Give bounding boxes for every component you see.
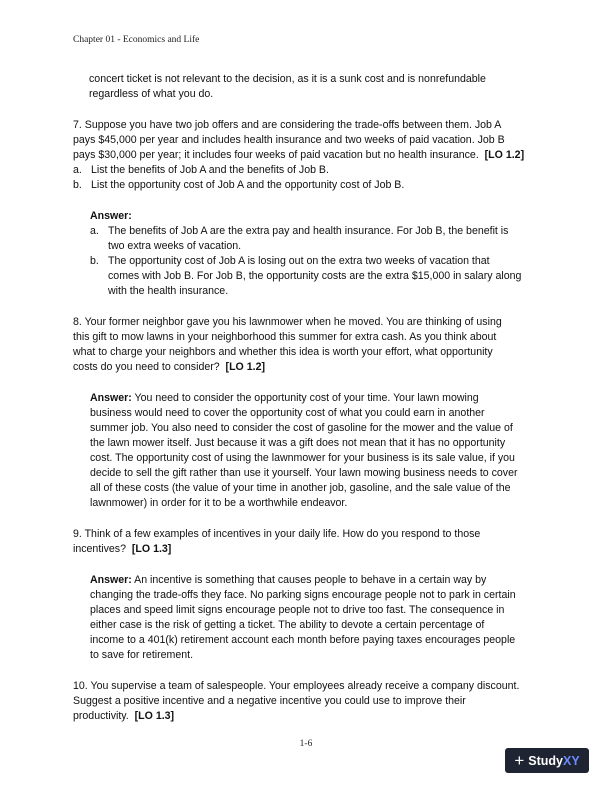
- text-line: two extra weeks of vacation.: [108, 240, 242, 252]
- text-line: pays $30,000 per year; it includes four weeks of paid vacation but no health insurance. [LO 1.2]: [73, 149, 525, 161]
- text-line: to save for retirement.: [90, 649, 194, 661]
- text-line: 7. Suppose you have two job offers and are considering the trade-offs between them. Job A: [73, 119, 502, 131]
- text-line: business would need to cover the opportunity cost of what you could earn in another: [90, 407, 485, 419]
- text-line: places and speed limit signs encourage people not to drive too fast. The consequence in: [90, 604, 505, 616]
- text-line: what to charge your neighbors and whether this idea is worth your effort, what opportunity: [73, 346, 493, 358]
- chapter-header: Chapter 01 - Economics and Life: [73, 35, 200, 45]
- badge-brand-xy: XY: [562, 753, 580, 768]
- answer-block: [90, 209, 547, 299]
- text-line: lawnmower) in order for it to be a worthwhile endeavor.: [90, 497, 348, 509]
- question-9: [73, 527, 547, 663]
- learning-objective-tag: [LO 1.2]: [484, 149, 525, 161]
- text-line: comes with Job B. For Job B, the opportunity costs are the extra $15,000 in salary along: [108, 270, 522, 282]
- text-line: The opportunity cost of Job A is losing out on the extra two weeks of vacation that: [108, 255, 490, 267]
- text-line: 8. Your former neighbor gave you his lawnmower when he moved. You are thinking of using: [73, 316, 502, 328]
- text-line: incentives? [LO 1.3]: [73, 543, 172, 555]
- list-item: a. List the benefits of Job A and the benefits of Job B.: [73, 164, 329, 176]
- learning-objective-tag: [LO 1.3]: [134, 710, 175, 722]
- text-line: changing the trade-offs they face. No parking signs encourage people not to park in certain: [90, 589, 516, 601]
- text-line: 9. Think of a few examples of incentives in your daily life. How do you respond to those: [73, 528, 481, 540]
- text-line: The benefits of Job A are the extra pay and health insurance. For Job B, the benefit is: [108, 225, 509, 237]
- text-line: productivity. [LO 1.3]: [73, 710, 175, 722]
- badge-brand-study: Study: [528, 753, 563, 768]
- text-line: summer job. You also need to consider the cost of gasoline for the mower and the value of: [90, 422, 513, 434]
- text-line: income to a 401(k) retirement account each month before paying taxes encourages people: [90, 634, 516, 646]
- page-number: 1-6: [299, 739, 313, 749]
- list-item: b. The opportunity cost of Job A is losing out on the extra two weeks of vacation that comes with Job B. For Job B, the opportunity costs are the extra $15,000 in salary along with the health insurance.: [90, 254, 547, 299]
- learning-objective-tag: [LO 1.2]: [225, 361, 265, 373]
- text-line: cost. The opportunity cost of using the lawnmower for your business is its sale value, if you: [90, 452, 515, 464]
- answer-block: [90, 391, 547, 511]
- text-line: Suggest a positive incentive and a negative incentive you could use to improve their: [73, 695, 466, 707]
- text-line: 10. You supervise a team of salespeople. Your employees already receive a company discount.: [73, 680, 520, 692]
- text-line: either case is the risk of getting a ticket. The ability to devote a certain percentage of: [90, 619, 485, 631]
- studyxy-badge[interactable]: [505, 748, 589, 773]
- question-8: [73, 315, 547, 511]
- text-line: concert ticket is not relevant to the decision, as it is a sunk cost and is nonrefundable: [89, 73, 486, 85]
- answer-block: [90, 573, 547, 663]
- list-item: b. List the opportunity cost of Job A and the opportunity cost of Job B.: [73, 179, 405, 191]
- answer-label: Answer:: [90, 574, 132, 586]
- question-10: [73, 679, 547, 724]
- page-content: [73, 72, 547, 724]
- learning-objective-tag: [LO 1.3]: [131, 543, 172, 555]
- question-7: [73, 118, 547, 299]
- text-line: Answer: You need to consider the opportunity cost of your time. Your lawn mowing: [90, 392, 479, 404]
- text-line: this gift to mow lawns in your neighborhood this summer for extra cash. As you think about: [73, 331, 497, 343]
- text-line: pays $45,000 per year and includes health insurance and two weeks of paid vacation. Job B: [73, 134, 505, 146]
- text-line: with the health insurance.: [108, 285, 229, 297]
- text-line: the lawn mower itself. Just because it was a gift does not mean that it has no opportunity: [90, 437, 506, 449]
- text-line: costs do you need to consider? [LO 1.2]: [73, 361, 265, 373]
- text-line: Answer: An incentive is something that causes people to behave in a certain way by: [90, 574, 487, 586]
- list-item: a. The benefits of Job A are the extra pay and health insurance. For Job B, the benefit is two extra weeks of vacation.: [90, 224, 547, 254]
- answer-label: Answer:: [90, 210, 132, 222]
- text-line: regardless of what you do.: [89, 88, 214, 100]
- text-line: decide to sell the gift rather than use it yourself. Your lawn mowing business needs to cover: [90, 467, 518, 479]
- continuation-paragraph: [89, 72, 547, 102]
- text-line: all of these costs (the value of your time in another job, gasoline, and the sale value of the: [90, 482, 511, 494]
- answer-label: Answer:: [90, 392, 132, 404]
- plus-icon: +: [514, 751, 525, 770]
